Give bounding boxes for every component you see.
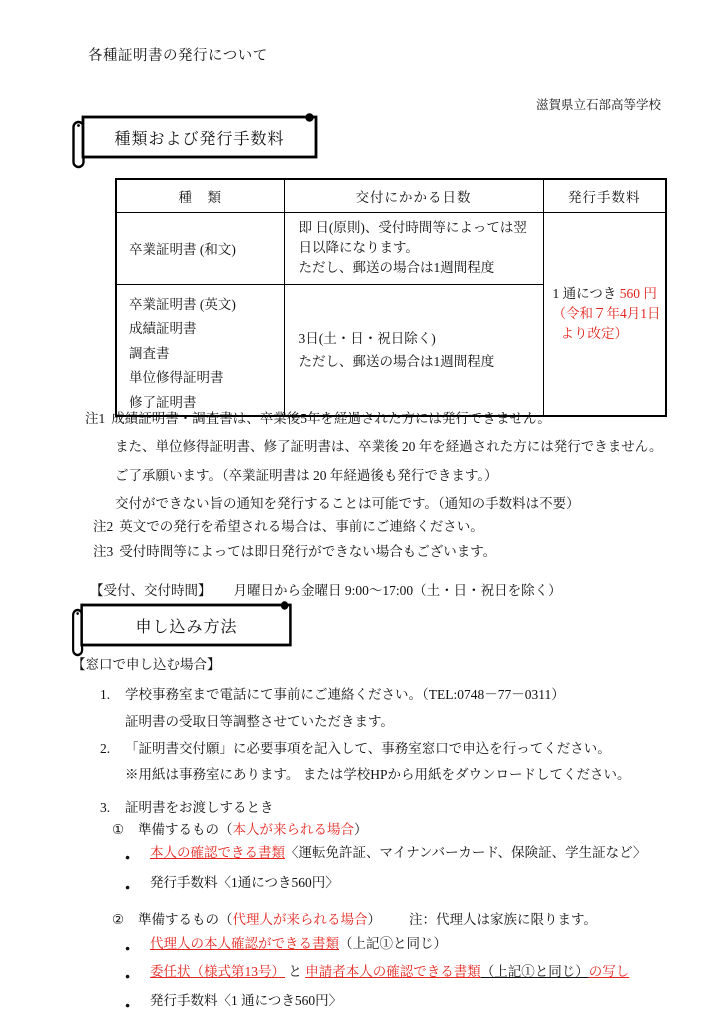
note-3: 注3 受付時間等によっては即日発行ができない場合もございます。 <box>93 544 497 559</box>
step-2-line2: ※用紙は事務室にあります。 または学校HPから用紙をダウンロードしてください。 <box>125 767 631 782</box>
apply-block <box>72 655 692 1015</box>
note-1-cont-1: また、単位修得証明書、修了証明書は、卒業後 20 年を経過された方には発行できません。 <box>115 439 663 454</box>
case-2-number: ② <box>112 912 125 927</box>
days-row1-line1: 即 日(原則)、受付時間等によっては翌 <box>298 220 527 235</box>
case-2-note: 注：代理人は家族に限ります。 <box>409 912 597 927</box>
apply-banner-label: 申し込み方法 <box>135 618 238 636</box>
bullet-icon: ● <box>125 943 131 953</box>
col-header-fee: 発行手数料 <box>543 179 666 212</box>
case-2-bullet-1 <box>125 934 692 958</box>
cert-type-transcript: 成績証明書 <box>129 321 197 336</box>
case-1-number: ① <box>112 822 125 837</box>
fee-amount: 560 円 <box>619 285 657 301</box>
case-2-bullet-3-text: 発行手数料〈1 通につき560円〉 <box>150 993 343 1008</box>
fee-revision-line1: （令和７年4月1日 <box>552 305 661 321</box>
hours-label: 【受付、交付時間】 <box>90 583 212 598</box>
step-3 <box>100 798 692 817</box>
apply-section-banner <box>70 601 294 659</box>
cert-type-report: 調査書 <box>129 345 170 361</box>
apply-subheading: 【窓口で申し込む場合】 <box>72 657 221 672</box>
case-1-text: 準備するもの（本人が来られる場合） <box>138 822 368 837</box>
step-2-number: 2. <box>100 741 111 756</box>
cert-type-japanese: 卒業証明書 (和文) <box>116 212 284 284</box>
notes-block <box>85 409 705 561</box>
fees-banner-label: 種類および発行手数料 <box>114 130 285 148</box>
page-title: 各種証明書の発行について <box>88 48 268 64</box>
note-1-cont-2: ご了承願います。（卒業証明書は 20 年経過後も発行できます。） <box>115 468 498 483</box>
bullet-icon: ● <box>125 1000 131 1010</box>
case-2-bullet-3 <box>125 991 692 1015</box>
step-2 <box>100 739 692 758</box>
table-row <box>116 212 666 284</box>
case-1-heading <box>112 820 692 839</box>
cert-type-completion: 修了証明書 <box>129 394 197 410</box>
days-row2-line1: 3日(土・日・祝日除く) <box>298 330 436 346</box>
days-cell-row1 <box>284 212 543 284</box>
fees-table <box>115 178 667 417</box>
note-1: 注1 成績証明書・調査書は、卒業後5年を経過された方には発行できません。 <box>85 411 551 426</box>
days-row2-line2: ただし、郵送の場合は1週間程度 <box>298 353 495 369</box>
hours-value: 月曜日から金曜日 9:00～17:00（土・日・祝日を除く） <box>233 583 562 598</box>
days-row1-line3: ただし、郵送の場合は1週間程度 <box>298 260 495 275</box>
step-1-text: 学校事務室まで電話にて事前にご連絡ください。（TEL:0748－77－0311） <box>125 687 565 702</box>
case-2-bullet-2-text: 委任状（様式第13号） と 申請者本人の確認できる書類（上記①と同じ）の写し <box>150 964 630 979</box>
fees-section-banner <box>70 113 320 171</box>
fee-unit-prefix: 1 通につき <box>552 285 620 301</box>
bullet-icon: ● <box>125 852 131 862</box>
step-2-text: 「証明書交付願」に必要事項を記入して、事務室窓口で申込を行ってください。 <box>125 741 611 756</box>
step-1-number: 1. <box>100 687 111 702</box>
days-row1-line2: 日以降になります。 <box>298 240 419 255</box>
note-2: 注2 英文での発行を希望される場合は、事前にご連絡ください。 <box>93 519 484 534</box>
step-3-number: 3. <box>100 800 111 815</box>
step-1-line2: 証明書の受取日等調整させていただきます。 <box>125 714 394 729</box>
fee-revision-line2: より改定） <box>560 325 628 341</box>
bullet-icon: ● <box>125 971 131 981</box>
case-1-bullet-1-text: 本人の確認できる書類〈運転免許証、マイナンバーカード、保険証、学生証など〉 <box>150 845 647 860</box>
school-name: 滋賀県立石部高等学校 <box>535 98 661 112</box>
case-2-bullet-2 <box>125 962 692 986</box>
cert-type-credits: 単位修得証明書 <box>129 370 224 385</box>
fees-table-header-row <box>116 179 666 212</box>
step-1 <box>100 685 692 704</box>
case-2-heading <box>112 910 692 929</box>
note-1-cont-3: 交付ができない旨の通知を発行することは可能です。（通知の手数料は不要） <box>115 496 580 511</box>
case-2-bullet-1-text: 代理人の本人確認ができる書類（上記①と同じ） <box>150 936 447 951</box>
days-cell-row2 <box>284 284 543 416</box>
reception-hours <box>90 579 562 599</box>
cert-types-list <box>116 284 284 416</box>
col-header-type: 種 類 <box>116 179 284 212</box>
step-3-text: 証明書をお渡しするとき <box>125 800 274 815</box>
case-1-bullet-2 <box>125 873 692 897</box>
cert-type-english: 卒業証明書 (英文) <box>129 296 236 312</box>
bullet-icon: ● <box>125 882 131 892</box>
case-1-bullet-2-text: 発行手数料〈1通につき560円〉 <box>150 875 339 890</box>
case-1-bullet-1 <box>125 843 692 867</box>
fee-cell <box>543 212 666 416</box>
case-2-text: 準備するもの（代理人が来られる場合） 注：代理人は家族に限ります。 <box>138 912 597 927</box>
col-header-days: 交付にかかる日数 <box>284 179 543 212</box>
